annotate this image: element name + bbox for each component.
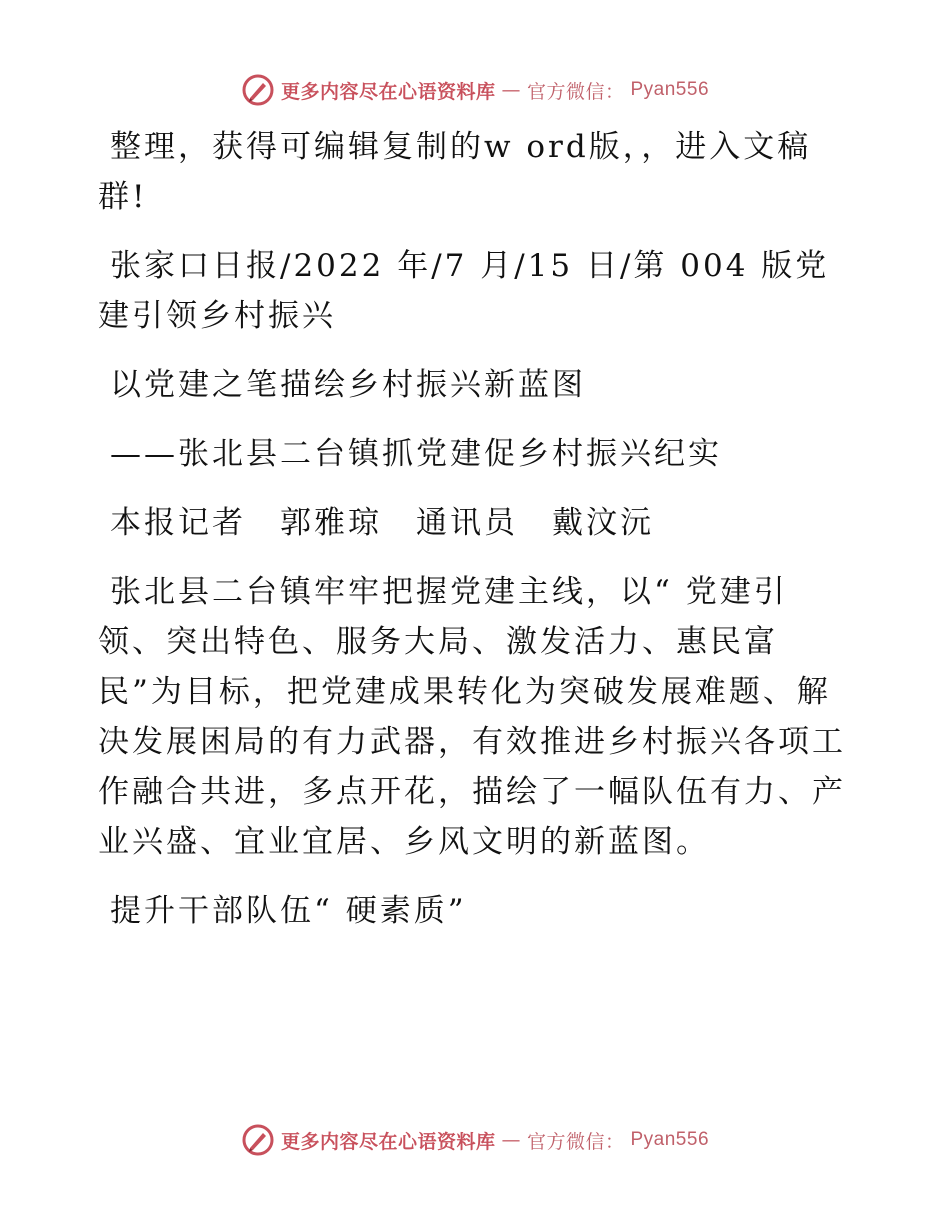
article-byline: 本报记者 郭雅琼 通讯员 戴汶沅 xyxy=(110,505,654,541)
paragraph-source: 张家口日报/2022 年/7 月/15 日/第 004 版党建引领乡村振兴 xyxy=(98,248,830,334)
watermark-sub-text: 官方微信： xyxy=(526,1130,625,1153)
watermark-sub-text: 官方微信： xyxy=(526,80,625,103)
document-body xyxy=(98,122,850,955)
pen-logo-icon xyxy=(241,73,275,107)
footer-watermark xyxy=(0,1123,950,1157)
article-subtitle: ——张北县二台镇抓党建促乡村振兴纪实 xyxy=(110,436,722,472)
watermark-id-text: Pyan556 xyxy=(630,1129,710,1150)
pen-logo-icon xyxy=(241,1123,275,1157)
header-watermark xyxy=(0,73,950,107)
watermark-separator: — xyxy=(501,1129,521,1151)
paragraph-body: 张北县二台镇牢牢把握党建主线，以“ 党建引领、突出特色、服务大局、激发活力、惠民富民”为目标，把党建成果转化为突破发展难题、解决发展困局的有力武器，有效推进乡村振兴各项工作融合共进，多点开花，描绘了一幅队伍有力、产业兴盛、宜业宜居、乡风文明的新蓝图。 xyxy=(98,574,846,860)
watermark-main-text: 更多内容尽在心语资料库 xyxy=(280,80,496,103)
watermark-id-text: Pyan556 xyxy=(630,79,710,100)
paragraph-intro: 整理，获得可编辑复制的w ord版，，进入文稿群! xyxy=(98,129,812,215)
watermark-main-text: 更多内容尽在心语资料库 xyxy=(280,1130,496,1153)
watermark-separator: — xyxy=(501,79,521,101)
article-title: 以党建之笔描绘乡村振兴新蓝图 xyxy=(110,367,586,403)
section-heading: 提升干部队伍“ 硬素质” xyxy=(110,893,467,929)
